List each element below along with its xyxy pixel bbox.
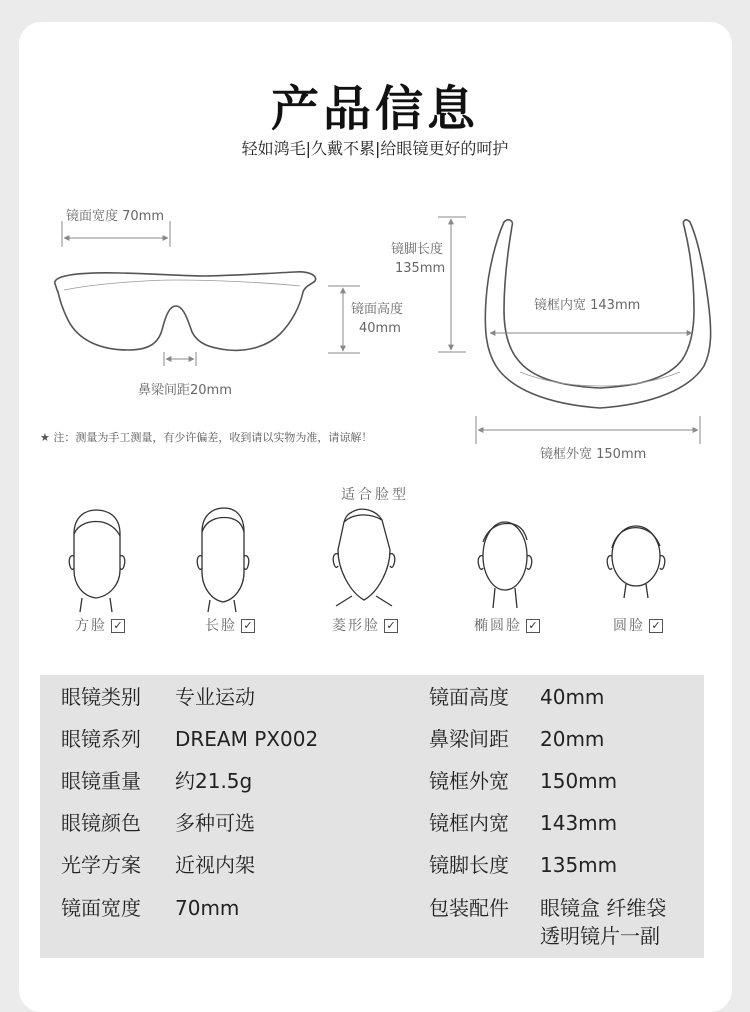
frame-inner-label: 镜框内宽 143mm bbox=[534, 298, 641, 313]
spec-value: 眼镜盒 纤维袋 bbox=[540, 896, 667, 920]
spec-table bbox=[40, 675, 704, 958]
spec-value: 70mm bbox=[175, 896, 240, 920]
lens-height-label bbox=[351, 300, 403, 338]
spec-key: 眼镜重量 bbox=[61, 769, 141, 793]
spec-value: 多种可选 bbox=[175, 811, 255, 835]
checkbox-icon: ✓ bbox=[649, 619, 663, 633]
spec-value: 135mm bbox=[540, 853, 618, 877]
page-subtitle: 轻如鸿毛|久戴不累|给眼镜更好的呵护 bbox=[241, 139, 509, 158]
spec-value: 150mm bbox=[540, 769, 618, 793]
face-item-oval bbox=[474, 615, 540, 635]
spec-key: 包装配件 bbox=[429, 896, 509, 920]
face-label-text: 方脸 bbox=[75, 618, 107, 634]
spec-key: 眼镜类别 bbox=[61, 685, 141, 709]
temple-length-label-text: 镜脚长度 bbox=[391, 242, 444, 257]
spec-value: 约21.5g bbox=[175, 769, 253, 793]
temple-length-value: 135mm bbox=[395, 261, 446, 276]
spec-key: 镜面宽度 bbox=[61, 896, 141, 920]
spec-key: 眼镜颜色 bbox=[61, 811, 141, 835]
spec-value-line2: 透明镜片一副 bbox=[540, 924, 660, 948]
spec-key: 镜面高度 bbox=[429, 685, 509, 709]
spec-key: 鼻梁间距 bbox=[429, 727, 509, 751]
spec-value: 近视内架 bbox=[175, 853, 255, 877]
glasses-dimension-diagram bbox=[0, 0, 750, 480]
face-label-text: 菱形脸 bbox=[332, 618, 380, 634]
lens-height-value: 40mm bbox=[359, 321, 401, 336]
bridge-label: 鼻梁间距20mm bbox=[138, 383, 232, 398]
spec-value: 20mm bbox=[540, 727, 605, 751]
measurement-note: ★ 注：测量为手工测量，有少许偏差，收到请以实物为准，请谅解！ bbox=[40, 431, 373, 444]
face-label-text: 长脸 bbox=[205, 618, 237, 634]
checkbox-icon: ✓ bbox=[241, 619, 255, 633]
face-item-diamond bbox=[332, 615, 398, 635]
spec-key: 镜脚长度 bbox=[429, 853, 509, 877]
spec-value: 40mm bbox=[540, 685, 605, 709]
spec-key: 光学方案 bbox=[61, 853, 141, 877]
spec-value: 143mm bbox=[540, 811, 618, 835]
face-item-square bbox=[75, 615, 125, 635]
checkbox-icon: ✓ bbox=[384, 619, 398, 633]
checkbox-icon: ✓ bbox=[111, 619, 125, 633]
glasses-front-inner-line bbox=[64, 280, 300, 290]
temple-length-label bbox=[391, 240, 445, 278]
face-item-long bbox=[205, 615, 255, 635]
frame-outer-label: 镜框外宽 150mm bbox=[540, 447, 647, 462]
face-label-text: 椭圆脸 bbox=[474, 618, 522, 634]
spec-value: DREAM PX002 bbox=[175, 727, 319, 751]
spec-key: 眼镜系列 bbox=[61, 727, 141, 751]
face-section-heading: 适合脸型 bbox=[341, 487, 409, 503]
spec-key: 镜框内宽 bbox=[429, 811, 509, 835]
page-title: 产品信息 bbox=[270, 81, 479, 137]
spec-key: 镜框外宽 bbox=[429, 769, 509, 793]
face-item-round bbox=[613, 615, 663, 635]
face-label-text: 圆脸 bbox=[613, 618, 645, 634]
spec-value: 专业运动 bbox=[175, 685, 255, 709]
lens-height-label-text: 镜面高度 bbox=[351, 302, 404, 317]
checkbox-icon: ✓ bbox=[526, 619, 540, 633]
lens-width-label: 镜面宽度 70mm bbox=[66, 209, 165, 224]
